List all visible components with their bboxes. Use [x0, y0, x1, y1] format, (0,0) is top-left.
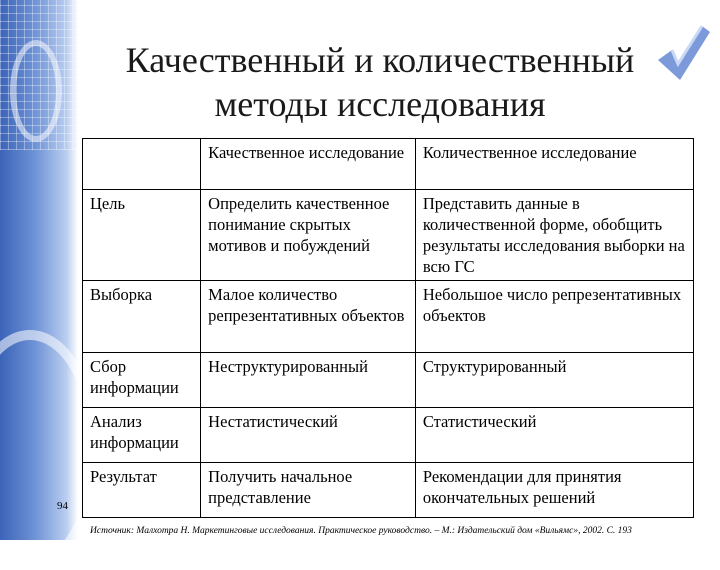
header-cell-empty: [83, 139, 201, 190]
quantitative-cell: Небольшое число репрезентативных объектов: [415, 281, 693, 353]
row-label: Анализ информации: [83, 408, 201, 463]
header-cell-quantitative: Количественное исследование: [415, 139, 693, 190]
quantitative-cell: Статистический: [415, 408, 693, 463]
quantitative-cell: Рекомендации для принятия окончательных решений: [415, 463, 693, 518]
table-row: [83, 408, 694, 463]
page-number: 94: [57, 500, 68, 512]
qualitative-cell: Неструктурированный: [201, 353, 416, 408]
title-line-2: методы исследования: [214, 84, 546, 124]
slide-title: [80, 38, 680, 126]
comparison-table: [82, 138, 694, 518]
row-label: Цель: [83, 190, 201, 281]
title-line-1: Качественный и количественный: [125, 40, 635, 80]
decorative-swirl-top: [10, 40, 62, 142]
qualitative-cell: Малое количество репрезентативных объектов: [201, 281, 416, 353]
header-cell-qualitative: Качественное исследование: [201, 139, 416, 190]
qualitative-cell: Определить качественное понимание скрытых мотивов и побуждений: [201, 190, 416, 281]
source-citation: Источник: Малхотра Н. Маркетинговые исследования. Практическое руководство. – М.: Издательский дом «Вильямс», 2002. С. 193: [90, 526, 632, 536]
quantitative-cell: Представить данные в количественной форме, обобщить результаты исследования выборки на всю ГС: [415, 190, 693, 281]
row-label: Выборка: [83, 281, 201, 353]
decorative-left-strip: [0, 0, 78, 540]
table-row: [83, 281, 694, 353]
row-label: Результат: [83, 463, 201, 518]
table-row: [83, 463, 694, 518]
row-label: Сбор информации: [83, 353, 201, 408]
table-header-row: [83, 139, 694, 190]
table-row: [83, 353, 694, 408]
table-row: [83, 190, 694, 281]
qualitative-cell: Получить начальное представление: [201, 463, 416, 518]
quantitative-cell: Структурированный: [415, 353, 693, 408]
qualitative-cell: Нестатистический: [201, 408, 416, 463]
